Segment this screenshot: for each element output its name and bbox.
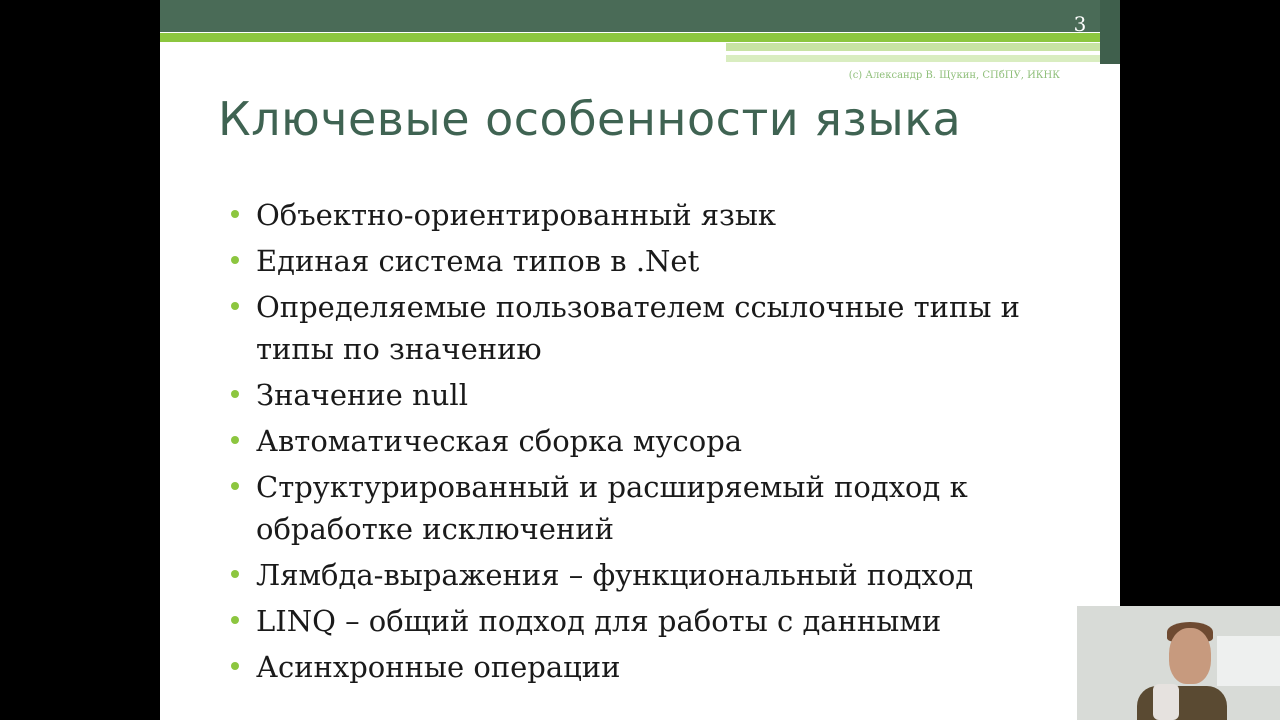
bullet-item <box>228 286 1088 370</box>
presenter-face <box>1169 628 1211 684</box>
bullet-dot-icon <box>231 210 239 218</box>
slide-header-band <box>160 0 1120 32</box>
header-accent-stripe-light <box>726 43 1120 51</box>
bullet-item <box>228 374 1088 416</box>
copyright-note: (c) Александр В. Щукин, СПбПУ, ИКНК <box>848 70 1060 81</box>
bullet-text: Объектно-ориентированный язык <box>256 198 777 232</box>
presenter-jacket <box>1137 686 1227 720</box>
bullet-text: Структурированный и расширяемый подход к обработке исключений <box>256 470 968 546</box>
bullet-item <box>228 600 1088 642</box>
presenter-hand <box>1153 684 1179 720</box>
bullet-dot-icon <box>231 570 239 578</box>
slide-title: Ключевые особенности языка <box>218 92 962 146</box>
bullet-text: LINQ – общий подход для работы с данными <box>256 604 942 638</box>
slide-number: 3 <box>1073 12 1087 36</box>
bullet-text: Единая система типов в .Net <box>256 244 700 278</box>
presentation-slide <box>160 0 1120 720</box>
bullet-item <box>228 466 1088 550</box>
bullet-item <box>228 420 1088 462</box>
bullet-list <box>228 194 1088 692</box>
header-corner-block <box>1100 0 1120 64</box>
bullet-text: Значение null <box>256 378 468 412</box>
bullet-dot-icon <box>231 436 239 444</box>
bullet-text: Лямбда-выражения – функциональный подход <box>256 558 974 592</box>
bullet-item <box>228 194 1088 236</box>
bullet-dot-icon <box>231 302 239 310</box>
bullet-dot-icon <box>231 390 239 398</box>
bullet-text: Асинхронные операции <box>256 650 621 684</box>
webcam-projector-screen <box>1217 636 1280 686</box>
bullet-item <box>228 646 1088 688</box>
header-accent-stripe-lighter <box>726 55 1120 62</box>
bullet-dot-icon <box>231 662 239 670</box>
presenter-webcam-overlay <box>1077 606 1280 720</box>
bullet-dot-icon <box>231 482 239 490</box>
bullet-item <box>228 554 1088 596</box>
header-accent-stripe <box>160 33 1120 42</box>
bullet-text: Определяемые пользователем ссылочные типы и типы по значению <box>256 290 1020 366</box>
bullet-dot-icon <box>231 256 239 264</box>
bullet-item <box>228 240 1088 282</box>
bullet-text: Автоматическая сборка мусора <box>256 424 743 458</box>
bullet-dot-icon <box>231 616 239 624</box>
